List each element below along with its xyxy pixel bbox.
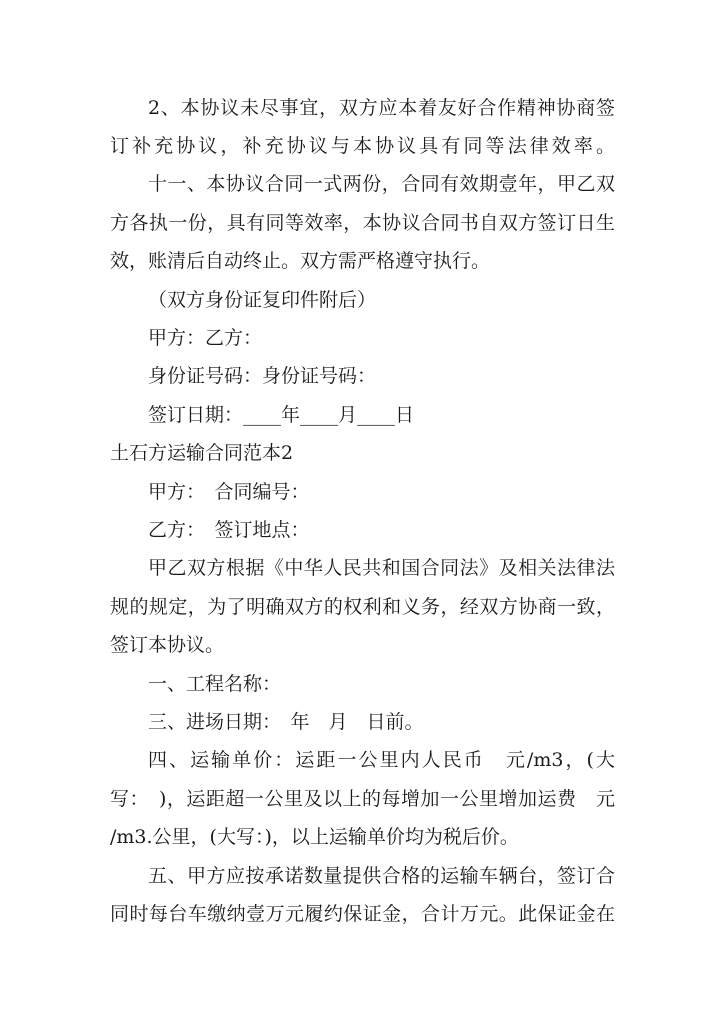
paragraph-line: 甲乙双方根据《中华人民共和国合同法》及相关法律法 <box>148 557 615 579</box>
paragraph-line: 方各执一份，具有同等效率，本协议合同书自双方签订日生 <box>110 212 615 234</box>
paragraph-line: 三、进场日期： 年 月 日前。 <box>148 711 424 733</box>
paragraph-line: /m3.公里，(大写：)，以上运输单价均为税后价。 <box>110 826 519 848</box>
paragraph-line: 2、本协议未尽事宜，双方应本着友好合作精神协商签 <box>148 97 615 119</box>
paragraph-line: 订补充协议，补充协议与本协议具有同等法律效率。 <box>110 135 615 157</box>
paragraph-line: 效，账清后自动终止。双方需严格遵守执行。 <box>110 250 491 272</box>
paragraph-line: 四、运输单价：运距一公里内人民币 元/m3，(大 <box>148 749 615 771</box>
paragraph-line: 十一、本协议合同一式两份，合同有效期壹年，甲乙双 <box>148 173 615 195</box>
paragraph-line: （双方身份证复印件附后） <box>148 289 377 311</box>
paragraph-line: 甲方：乙方： <box>148 327 263 349</box>
paragraph-line: 一、工程名称： <box>148 673 282 695</box>
paragraph-line: 五、甲方应按承诺数量提供合格的运输车辆台，签订合 <box>148 865 615 887</box>
paragraph-line: 写： )，运距超一公里及以上的每增加一公里增加运费 元 <box>110 788 615 810</box>
paragraph-line: 签订本协议。 <box>110 634 225 656</box>
paragraph-line: 乙方： 签订地点： <box>148 519 310 541</box>
paragraph-line: 甲方： 合同编号： <box>148 481 310 503</box>
paragraph-line: 规的规定，为了明确双方的权利和义务，经双方协商一致， <box>110 596 615 618</box>
paragraph-line: 身份证号码：身份证号码： <box>148 365 377 387</box>
paragraph-line: 签订日期：____年____月____日 <box>148 404 415 426</box>
paragraph-line: 同时每台车缴纳壹万元履约保证金，合计万元。此保证金在 <box>110 903 615 925</box>
section-title: 土石方运输合同范本2 <box>110 442 294 464</box>
